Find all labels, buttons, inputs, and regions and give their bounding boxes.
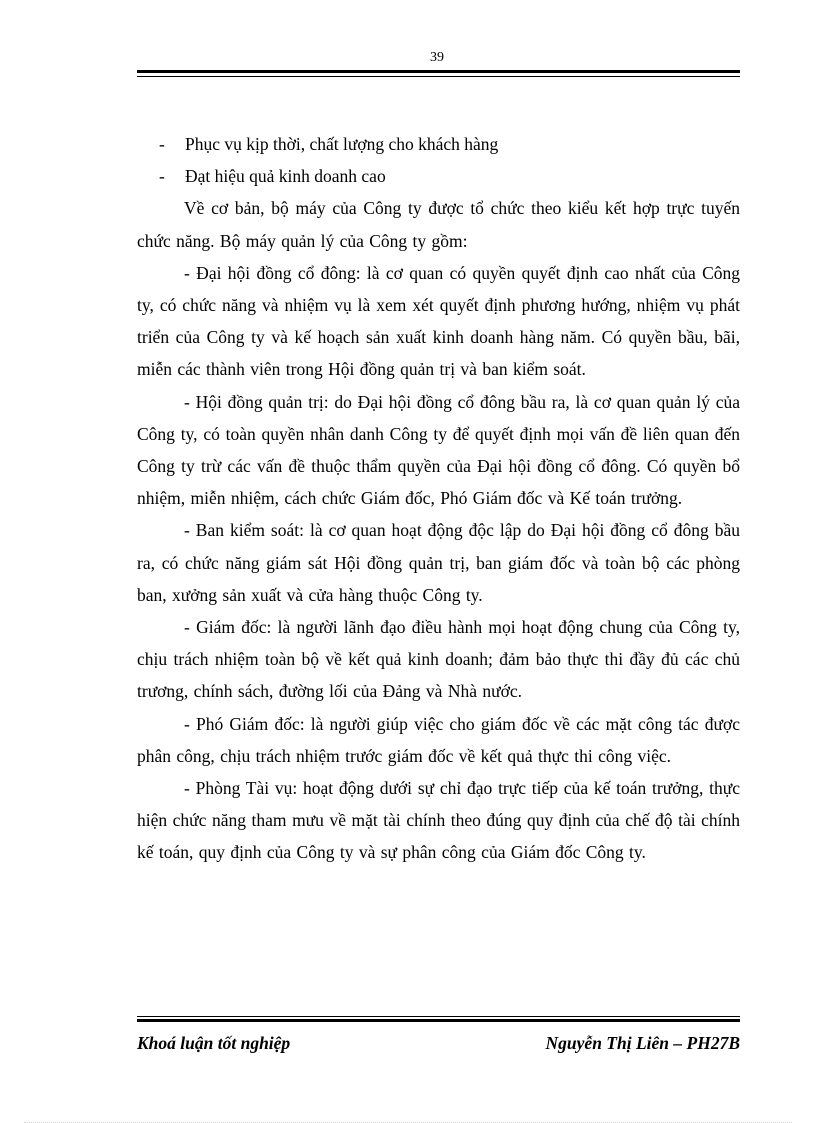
list-item (159, 128, 740, 160)
list-item-text: Phục vụ kịp thời, chất lượng cho khách hàng (185, 134, 499, 154)
page-number: 39 (430, 50, 444, 65)
footer-thesis-title: Khoá luận tốt nghiệp (137, 1033, 291, 1053)
footer-rule-thick (137, 1019, 740, 1022)
footer-rule-thin (137, 1016, 740, 1017)
paragraph-director: - Giám đốc: là người lãnh đạo điều hành mọi hoạt động chung của Công ty, chịu trách nhiệm toàn bộ về kết quả kinh doanh; đảm bảo thực thi đầy đủ các chủ trương, chính sách, đường lối của Đảng và Nhà nước. (137, 617, 740, 702)
paragraph-supervisory: - Ban kiểm soát: là cơ quan hoạt động độc lập do Đại hội đồng cổ đông bầu ra, có chức năng giám sát Hội đồng quản trị, ban giám đốc và toàn bộ các phòng ban, xưởng sản xuất và cửa hàng thuộc Công ty. (137, 520, 740, 605)
paragraph-board: - Hội đồng quản trị: do Đại hội đồng cổ đông bầu ra, là cơ quan quản lý của Công ty, có toàn quyền nhân danh Công ty để quyết định mọi vấn đề liên quan đến Công ty trừ các vấn đề thuộc thẩm quyền của Đại hội đồng cổ đông. Có quyền bổ nhiệm, miễn nhiệm, cách chức Giám đốc, Phó Giám đốc và Kế toán trưởng. (137, 391, 740, 509)
header-rule-thin (137, 76, 740, 77)
paragraph-intro: Về cơ bản, bộ máy của Công ty được tổ chức theo kiểu kết hợp trực tuyến chức năng. Bộ máy quản lý của Công ty gồm: (137, 198, 740, 251)
list-item-text: Đạt hiệu quả kinh doanh cao (185, 166, 386, 187)
footer-author: Nguyễn Thị Liên – PH27B (545, 1033, 740, 1053)
header-rule-thick (137, 70, 740, 73)
list-item (159, 160, 740, 192)
bullet-dash: - (159, 166, 165, 187)
paragraph-deputy-director: - Phó Giám đốc: là người giúp việc cho giám đốc về các mặt công tác được phân công, chịu trách nhiệm trước giám đốc về kết quả thực thi công việc. (137, 713, 740, 766)
document-body (137, 128, 740, 869)
paragraph-shareholders: - Đại hội đồng cổ đông: là cơ quan có quyền quyết định cao nhất của Công ty, có chức năng và nhiệm vụ là xem xét quyết định phương hướng, nhiệm vụ phát triển của Công ty và kế hoạch sản xuất kinh doanh hàng năm. Có quyền bầu, bãi, miễn các thành viên trong Hội đồng quản trị và ban kiểm soát. (137, 262, 740, 380)
paragraph-finance-dept: - Phòng Tài vụ: hoạt động dưới sự chỉ đạo trực tiếp của kế toán trưởng, thực hiện chức năng tham mưu về mặt tài chính theo đúng quy định của chế độ tài chính kế toán, quy định của Công ty và sự phân công của Giám đốc Công ty. (137, 778, 740, 863)
bullet-dash: - (159, 134, 165, 154)
